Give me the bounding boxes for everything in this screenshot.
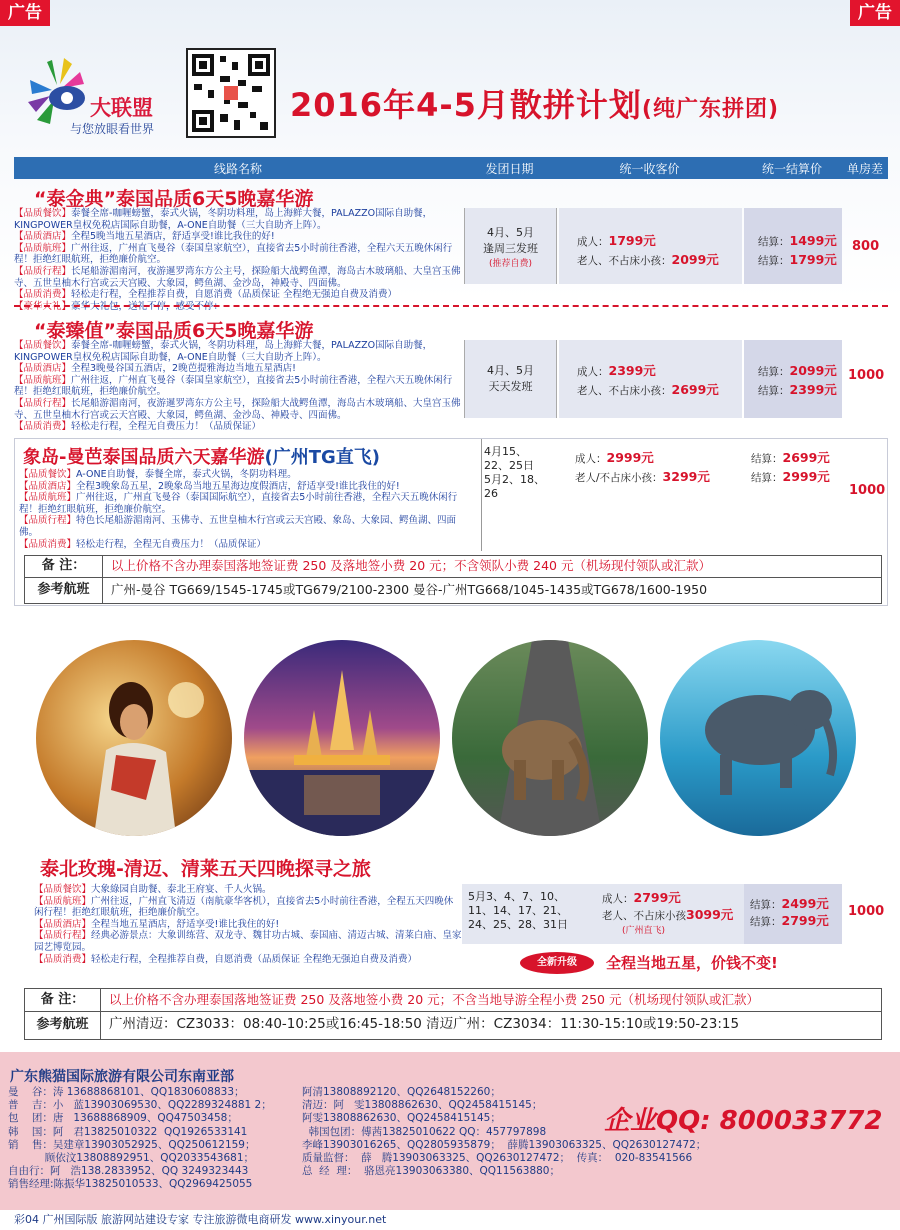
header-route: 线路名称 [213, 161, 262, 176]
photo-thai-dancer [36, 640, 232, 836]
ad-label-right: 广告 [850, 0, 900, 26]
tour-retail-price: 成人：2399元 老人、不占床小孩：2699元 [559, 340, 742, 418]
contact-list-right: 阿清13808892120、QQ2648152260； 清迈：阿 雯13808862630、QQ2458415145； 阿雯13808862630、QQ2458415145； 韩国包团：傅茜13825010622 QQ：457797898 李峰13903016265、QQ2805935879； 薛腾13903063325、QQ2630127472； 质量监督： 薛 腾13903063325、QQ2630127472； 传真： 020-83541566 总 经 理： 骆恩亮13903063380、QQ11563880； [302, 1086, 707, 1178]
single-supplement: 1000 [848, 904, 885, 919]
tour-features: 【品质餐饮】泰餐全席-咖喱螃蟹，泰式火锅，冬阴功料理，岛上海鲜大餐，PALAZZO国际自助餐，KINGPOWER皇权免税店国际自助餐，A-ONE自助餐（三大自助齐上阵）。 【品质酒店】全程5晚当地五星酒店，舒适享受!谁比我住的好! 【品质航班】广州往返，广州直飞曼谷（泰国皇家航空），直接省去5小时前往香港，全程六天五晚休闲行程！拒绝红眼航班，拒绝廉价航空。 【品质行程】长尾船游湄南河，夜游暹罗湾东方公主号，探险船大战鳄鱼潭，海岛古木玻璃船、大皇宫玉佛寺、五世皇柚木行宫或云天宫殿、大象园，鳄鱼湖、金沙岛，神殿寺、四面佛。 【品质消费】轻松走行程，全程推荐自费，自愿消费（品质保证 全程绝无强迫自费及消费） 【豪华大礼】豪华大礼包，送礼不停，感受不停： [14, 208, 461, 312]
company-name: 广东熊猫国际旅游有限公司东南亚部 [10, 1069, 234, 1085]
tour-card-4 [14, 852, 888, 988]
flight-row-2: 参考航班 广州清迈：CZ3033：08:40-10:25或16:45-18:50 清迈广州：CZ3034：11:30-15:10或19:50-23:15 [24, 1012, 882, 1040]
tour-dates: 4月15、 22、25日 5月2、18、26 [482, 439, 557, 551]
eye-logo-icon [22, 50, 92, 130]
tour-retail-price: 成人：1799元 老人、不占床小孩：2099元 [559, 208, 742, 284]
tour-card-1 [14, 180, 888, 312]
upgrade-badge: 全新升级 [520, 952, 594, 974]
brand-slogan: 与您放眼看世界 [70, 122, 155, 136]
tour-settle-price: 结算：1499元 结算：1799元 [744, 208, 842, 284]
contact-section [0, 1052, 900, 1210]
flight-row-1: 参考航班 广州-曼谷 TG669/1545-1745或TG679/2100-2300 曼谷-广州TG668/1045-1435或TG678/1600-1950 [24, 578, 882, 604]
tour-settle-price: 结算：2499元 结算：2799元 [744, 884, 842, 944]
header-date: 发团日期 [485, 161, 534, 176]
header-retail: 统一收客价 [619, 161, 680, 176]
tour-dates: 5月3、4、7、10、 11、14、17、21、 24、25、28、31日 [462, 884, 598, 944]
photo-swimming-elephant [660, 640, 856, 836]
photo-wat-arun [244, 640, 440, 836]
tour-features: 【品质餐饮】泰餐全席-咖喱螃蟹，泰式火锅，冬阴功料理，岛上海鲜大餐，PALAZZO国际自助餐，KINGPOWER皇权免税店国际自助餐，A-ONE自助餐（三大自助齐上阵）。 【品质酒店】全程3晚曼谷国五酒店，2晚芭提雅海边当地五星酒店! 【品质航班】广州往返，广州直飞曼谷（泰国皇家航空），直接省去5小时前往香港，全程六天五晚休闲行程！拒绝红眼航班，拒绝廉价航空。 【品质行程】长尾船游湄南河，夜游暹罗湾东方公主号，探险船大战鳄鱼潭，海岛古木玻璃船、大皇宫玉佛寺、五世皇柚木行宫或云天宫殿、大象园，鳄鱼湖、金沙岛、神殿寺、四面佛。 【品质消费】轻松走行程，全程无自费压力！（品质保证） [14, 340, 461, 433]
tour-retail-price: 成人：2999元 老人/不占床小孩：3299元 [561, 445, 741, 505]
qr-code [186, 48, 276, 138]
tour-dates: 4月、5月 逢周三发班 (推荐自费) [464, 208, 557, 284]
header-settle: 统一结算价 [761, 161, 822, 176]
tour-settle-price: 结算：2699元 结算：2999元 [743, 445, 841, 505]
tour-title: “泰金典”泰国品质6天5晚嘉华游 [34, 188, 314, 210]
photo-elephant-road [452, 640, 648, 836]
ad-label-left: 广告 [0, 0, 50, 26]
single-supplement: 800 [852, 239, 880, 254]
brand-name: 大联盟 [90, 96, 153, 120]
upgrade-text: 全程当地五星，价钱不变! [606, 954, 778, 972]
table-header [14, 157, 888, 179]
contact-list-left: 曼 谷：涛 13688868101、QQ1830608833； 普 吉：小 蓝13903069530、QQ2289324881 2； 包 团：唐 13688868909、QQ47503458； 韩 国：阿 君13825010322 QQ1926533141 销 售：吴建章13903052925、QQ250612159； 顾依汶13808892951、QQ2033543681； 自由行：阿 浩138.2833952、QQ 3249323443 销售经理:陈振华13825010533、QQ2969425055 [8, 1086, 272, 1191]
logo [22, 50, 182, 140]
single-supplement: 1000 [849, 483, 886, 498]
single-supplement: 1000 [848, 368, 885, 383]
tour-retail-price: 成人：2799元 老人、不占床小孩3099元 (广州直飞) [598, 884, 744, 944]
tour-title: 泰北玫瑰-清迈、清莱五天四晚探寻之旅 [40, 858, 371, 880]
page-footer: 彩04 广州国际版 旅游网站建设专家 专注旅游微电商研发 www.xinyour.net [14, 1213, 387, 1226]
page-title: 2016年4-5月散拼计划(纯广东拼团) [290, 86, 780, 124]
qr-code-icon [188, 50, 274, 136]
note-row-2: 备 注： 以上价格不含办理泰国落地签证费 250 及落地签小费 20 元；不含当地导游全程小费 250 元（机场现付领队或汇款） [24, 988, 882, 1012]
tour-settle-price: 结算：2099元 结算：2399元 [744, 340, 842, 418]
tour-features: 【品质餐饮】A-ONE自助餐，泰餐全席，泰式火锅，冬阴功料理。 【品质酒店】全程3晚象岛五星，2晚象岛当地五星海边度假酒店，舒适享受!谁比我住的好! 【品质航班】广州往返，广州直飞曼谷（泰国国际航空），直接省去5小时前往香港，全程六天五晚休闲行程！拒绝红眼航班，拒绝廉价航空。 【品质行程】特色长尾船游湄南河、玉佛寺、五世皇柚木行宫或云天宫殿、象岛、大象园、鳄鱼湖、四面佛。 【品质消费】轻松走行程，全程无自费压力！（品质保证） [19, 469, 458, 550]
tour-card-2 [14, 312, 888, 433]
tour-dates: 4月、5月 天天发班 [464, 340, 557, 418]
header-single: 单房差 [846, 161, 883, 176]
tour-title: 象岛-曼芭泰国品质六天嘉华游(广州TG直飞) [23, 447, 380, 468]
note-row-1: 备 注： 以上价格不含办理泰国落地签证费 250 及落地签小费 20 元；不含领队小费 240 元（机场现付领队或汇款） [24, 555, 882, 578]
tour-features: 【品质餐饮】大象綠园自助餐、泰北王府宴、千人火锅。 【品质航班】广州往返，广州直飞清迈（南航豪华客机），直接省去5小时前往香港，全程五天四晚休闲行程！拒绝红眼航班，拒绝廉价航空。 【品质酒店】全程当地五星酒店，舒适享受!谁比我住的好! 【品质行程】经典必游景点：大象训练营、双龙寺、魏甘功古城、泰国庙、清迈古城、清莱白庙、皇家园艺博览园。 【品质消费】轻松走行程，全程推荐自费，自愿消费（品质保证 全程绝无强迫自费及消费） [34, 884, 462, 965]
company-qq: 企业QQ: 800033772 [604, 1106, 883, 1136]
divider [14, 305, 888, 307]
tour-title: “泰臻值”泰国品质6天5晚嘉华游 [34, 320, 314, 342]
